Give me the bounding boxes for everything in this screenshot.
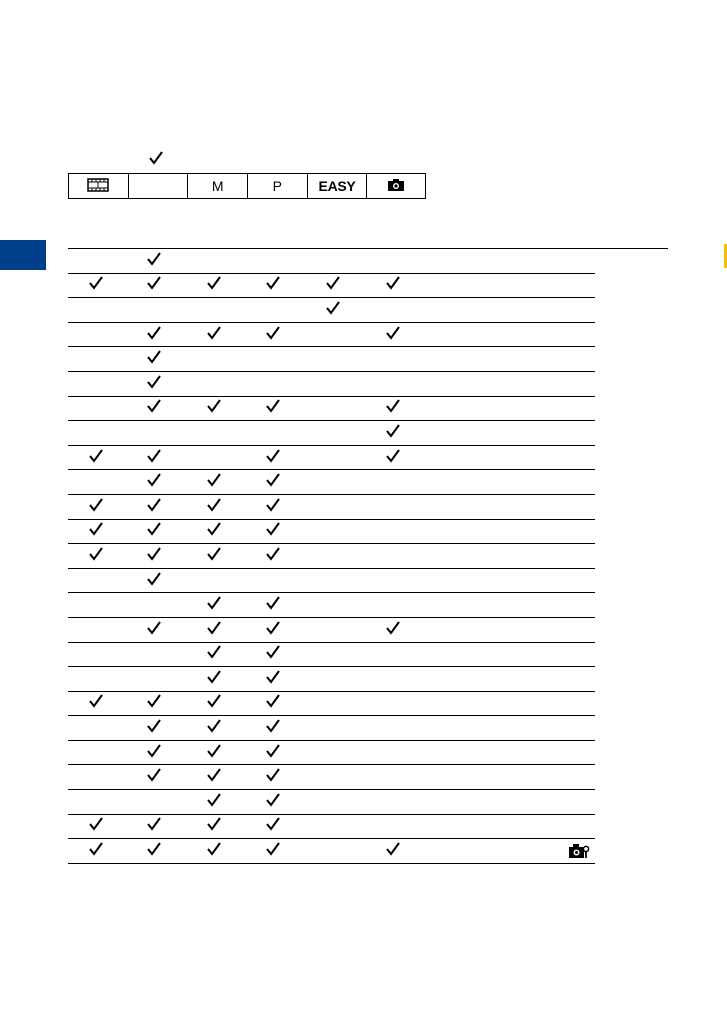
check-icon (206, 693, 226, 713)
table-row (68, 347, 595, 372)
check-icon (206, 497, 226, 517)
table-row (68, 569, 595, 594)
check-icon (206, 620, 226, 640)
check-icon (265, 669, 285, 689)
table-row (68, 249, 595, 274)
mode-bar (68, 173, 426, 199)
table-row (68, 815, 595, 840)
mode-movie (69, 174, 129, 198)
check-icon (265, 767, 285, 787)
table-row (68, 741, 595, 766)
check-icon (206, 546, 226, 566)
check-icon (385, 448, 405, 468)
check-icon (146, 816, 166, 836)
check-icon (206, 743, 226, 763)
check-icon (385, 398, 405, 418)
mode-blank (129, 174, 189, 198)
check-icon (88, 816, 108, 836)
table-row (68, 643, 595, 668)
table-row (68, 372, 595, 397)
mode-label: EASY (318, 178, 356, 194)
table-row (68, 495, 595, 520)
check-icon (265, 546, 285, 566)
table-row (68, 323, 595, 348)
check-icon (265, 693, 285, 713)
check-icon (146, 743, 166, 763)
check-icon (325, 275, 345, 295)
mode-label: P (272, 178, 283, 194)
check-icon (265, 325, 285, 345)
table-row (68, 839, 595, 864)
feature-table (68, 249, 595, 864)
mode-program (248, 174, 308, 198)
check-icon (206, 472, 226, 492)
check-icon (206, 325, 226, 345)
table-row (68, 397, 595, 422)
check-icon (88, 275, 108, 295)
table-row (68, 667, 595, 692)
check-icon (146, 693, 166, 713)
check-icon (88, 693, 108, 713)
check-icon (146, 325, 166, 345)
check-icon (265, 644, 285, 664)
check-icon (265, 620, 285, 640)
check-icon (265, 792, 285, 812)
check-icon (265, 275, 285, 295)
check-icon (88, 521, 108, 541)
check-icon (385, 620, 405, 640)
check-icon (146, 497, 166, 517)
check-icon (206, 792, 226, 812)
check-icon (206, 841, 226, 861)
check-icon (206, 644, 226, 664)
check-icon (146, 251, 166, 271)
table-row (68, 692, 595, 717)
table-row (68, 470, 595, 495)
section-tab (0, 240, 46, 270)
check-icon (88, 546, 108, 566)
mode-manual (188, 174, 248, 198)
check-icon (206, 767, 226, 787)
check-icon (385, 841, 405, 861)
table-row (68, 446, 595, 471)
check-icon (206, 521, 226, 541)
check-icon (265, 398, 285, 418)
check-icon (146, 620, 166, 640)
check-icon (265, 497, 285, 517)
check-icon (206, 595, 226, 615)
check-icon (265, 448, 285, 468)
camera-icon (387, 178, 405, 195)
check-icon (265, 718, 285, 738)
check-icon (146, 374, 166, 394)
check-icon (265, 743, 285, 763)
check-icon (206, 398, 226, 418)
check-icon (265, 521, 285, 541)
check-icon (146, 275, 166, 295)
check-icon (265, 595, 285, 615)
check-icon (88, 497, 108, 517)
table-row (68, 421, 595, 446)
check-icon (146, 521, 166, 541)
check-icon (88, 841, 108, 861)
check-icon (206, 669, 226, 689)
table-row (68, 544, 595, 569)
table-row (68, 520, 595, 545)
check-icon (265, 816, 285, 836)
check-icon (206, 275, 226, 295)
table-row (68, 593, 595, 618)
mode-auto (367, 174, 425, 198)
check-icon (88, 448, 108, 468)
check-icon (385, 325, 405, 345)
check-icon (265, 472, 285, 492)
check-icon (146, 472, 166, 492)
film-strip-icon (87, 178, 109, 195)
check-icon (385, 423, 405, 443)
check-icon (146, 718, 166, 738)
check-icon (148, 150, 164, 171)
check-icon (265, 841, 285, 861)
mode-easy (308, 174, 368, 198)
mode-label: M (211, 178, 224, 194)
check-icon (146, 546, 166, 566)
check-icon (385, 275, 405, 295)
check-icon (146, 767, 166, 787)
check-icon (206, 718, 226, 738)
check-icon (206, 816, 226, 836)
check-icon (146, 448, 166, 468)
check-icon (325, 300, 345, 320)
check-icon (146, 571, 166, 591)
check-icon (146, 349, 166, 369)
table-row (68, 790, 595, 815)
camera-settings-icon (568, 842, 590, 865)
table-row (68, 765, 595, 790)
check-icon (146, 841, 166, 861)
table-row (68, 298, 595, 323)
table-row (68, 618, 595, 643)
table-row (68, 274, 595, 299)
table-row (68, 716, 595, 741)
check-icon (146, 398, 166, 418)
